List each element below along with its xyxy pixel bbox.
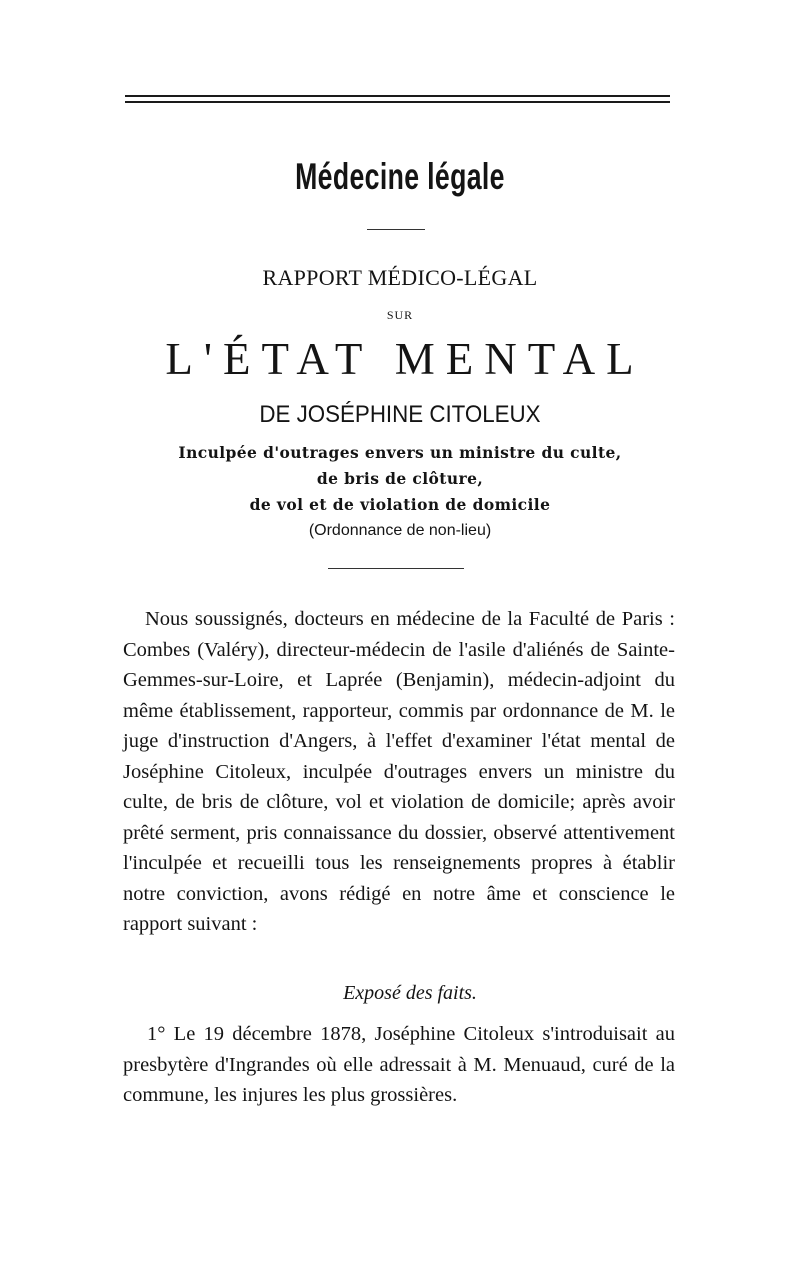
ordonnance-note: (Ordonnance de non-lieu): [308, 522, 492, 539]
charge-line-3: de vol et de violation de domicile: [249, 495, 551, 514]
top-rule-1: [125, 95, 670, 97]
subject-name: DE JOSÉPHINE CITOLEUX: [259, 401, 541, 428]
body-paragraph-1: Nous soussignés, docteurs en médecine de la Faculté de Paris : Combes (Valéry), directeur-médecin de l'asile d'aliénés de Sainte-Gemmes-sur-Loire, et Laprée (Benjamin), médecin-adjoint du même établissement, rapporteur, commis par ordonnance de M. le juge d'instruction d'Angers, à l'effet d'examiner l'état mental de Joséphine Citoleux, inculpée d'outrages envers un ministre du culte, de bris de clôture, vol et violation de domicile; après avoir prêté serment, pris connaissance du dossier, observé attentivement l'inculpée et recueilli tous les renseignements propres à établir notre conviction, avons rédigé en notre âme et conscience le rapport suivant :: [123, 608, 675, 935]
main-title: L'ÉTAT MENTAL: [165, 334, 645, 384]
divider-1: [367, 229, 425, 230]
subheading-expose: Exposé des faits.: [343, 982, 477, 1004]
section-title: Médecine légale: [295, 156, 505, 197]
sur-word: SUR: [386, 308, 414, 322]
charge-line-2: de bris de clôture,: [316, 469, 484, 488]
report-title: RAPPORT MÉDICO-LÉGAL: [262, 265, 538, 290]
charge-line-1: Inculpée d'outrages envers un ministre du culte,: [178, 443, 622, 462]
top-rule-2: [125, 101, 670, 103]
body-paragraph-2: 1° Le 19 décembre 1878, Joséphine Citoleux s'introduisait au presbytère d'Ingrandes où elle adressait à M. Menuaud, curé de la commune, les injures les plus grossières.: [123, 1023, 675, 1106]
divider-2: [328, 568, 464, 569]
